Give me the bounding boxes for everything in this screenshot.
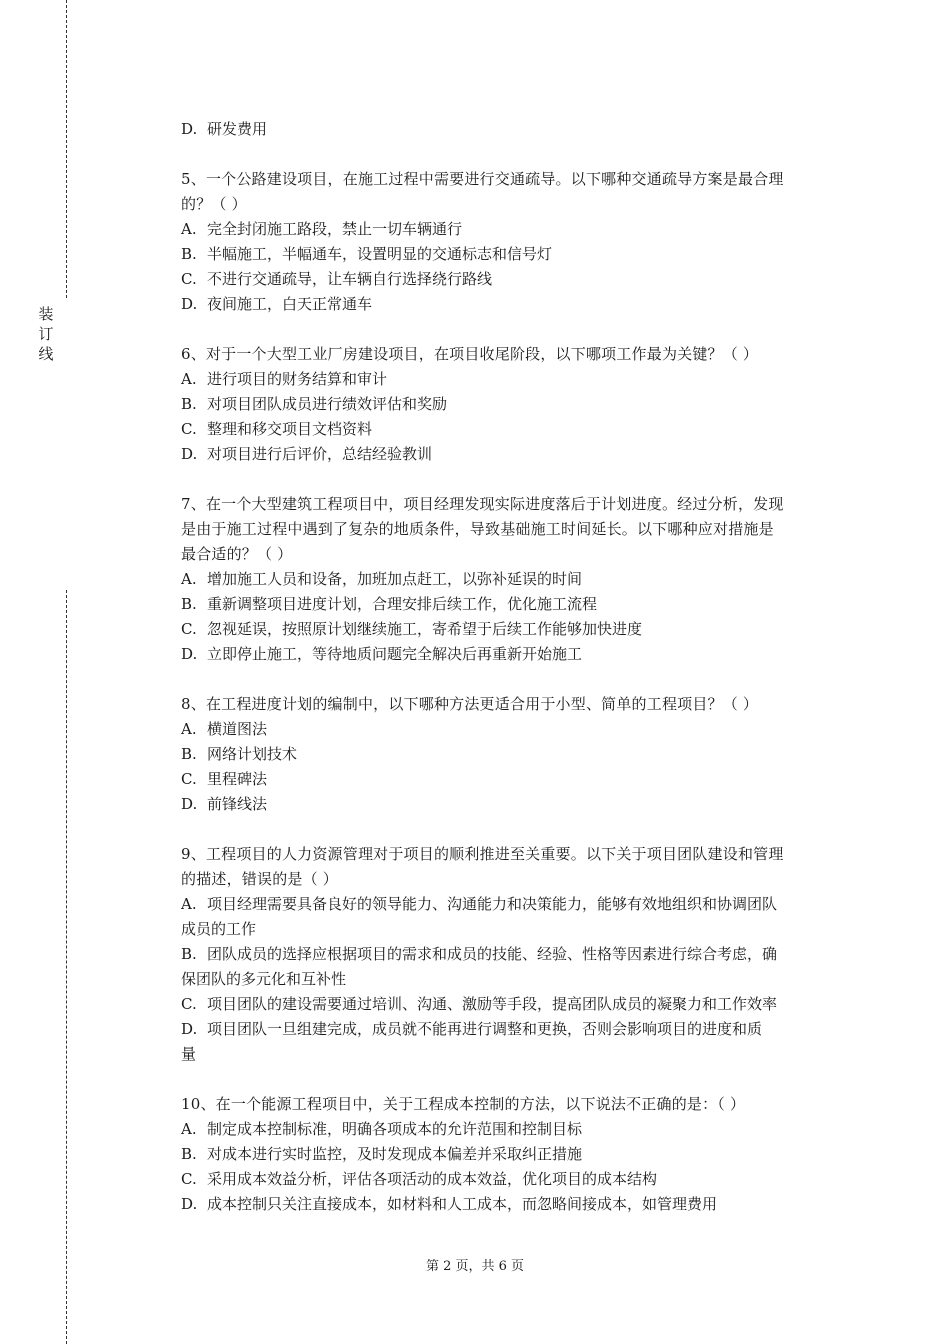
option-letter: D. <box>181 1195 198 1213</box>
question-list <box>181 117 841 1217</box>
option-text: 对项目进行后评价，总结经验教训 <box>207 445 433 463</box>
option-line <box>181 792 841 817</box>
question-stem-line: 8、在工程进度计划的编制中，以下哪种方法更适合用于小型、简单的工程项目？（ ） <box>181 695 759 713</box>
option-line <box>181 367 841 392</box>
binding-label-char: 线 <box>38 345 54 363</box>
option-letter: B. <box>181 1145 197 1163</box>
option-line <box>181 617 841 642</box>
option-text: 团队成员的选择应根据项目的需求和成员的技能、经验、性格等因素进行综合考虑，确 <box>207 945 778 963</box>
option-letter: B. <box>181 395 197 413</box>
option-line <box>181 267 841 292</box>
option-text: 半幅施工，半幅通车，设置明显的交通标志和信号灯 <box>207 245 553 263</box>
option-text: 增加施工人员和设备，加班加点赶工，以弥补延误的时间 <box>207 570 583 588</box>
option-text: 进行项目的财务结算和审计 <box>207 370 388 388</box>
option-letter: D. <box>181 645 198 663</box>
option-text: 整理和移交项目文档资料 <box>207 420 373 438</box>
option-line <box>181 442 841 467</box>
option-text: 研发费用 <box>207 120 268 138</box>
option-text: 网络计划技术 <box>207 745 298 763</box>
option-text: 项目团队的建设需要通过培训、沟通、激励等手段，提高团队成员的凝聚力和工作效率 <box>207 995 778 1013</box>
option-line <box>181 1192 841 1217</box>
option-letter: C. <box>181 995 197 1013</box>
option-text: 不进行交通疏导，让车辆自行选择绕行路线 <box>207 270 493 288</box>
option-text: 立即停止施工，等待地质问题完全解决后再重新开始施工 <box>207 645 583 663</box>
option-line <box>181 967 841 992</box>
option-text: 完全封闭施工路段，禁止一切车辆通行 <box>207 220 463 238</box>
option-text: 忽视延误，按照原计划继续施工，寄希望于后续工作能够加快进度 <box>207 620 643 638</box>
option-letter: A. <box>181 1120 197 1138</box>
question-block <box>181 167 841 317</box>
question-stem-line: 是由于施工过程中遇到了复杂的地质条件，导致基础施工时间延长。以下哪种应对措施是 <box>181 520 774 538</box>
option-line <box>181 1167 841 1192</box>
option-letter: C. <box>181 270 197 288</box>
option-text: 前锋线法 <box>207 795 268 813</box>
question-stem-line: 9、工程项目的人力资源管理对于项目的顺利推进至关重要。以下关于项目团队建设和管理 <box>181 845 784 863</box>
option-line <box>181 1142 841 1167</box>
question-block <box>181 1092 841 1217</box>
option-line <box>181 1117 841 1142</box>
option-line <box>181 1017 841 1042</box>
binding-label-char: 装 <box>38 305 54 323</box>
option-letter: C. <box>181 620 197 638</box>
option-letter: D. <box>181 795 198 813</box>
option-line <box>181 717 841 742</box>
question-stem-line: 的？（ ） <box>181 195 247 213</box>
question-block <box>181 117 841 142</box>
option-line <box>181 892 841 917</box>
option-line <box>181 117 841 142</box>
question-stem-line: 的描述，错误的是（ ） <box>181 870 338 888</box>
option-letter: C. <box>181 770 197 788</box>
option-text: 成本控制只关注直接成本，如材料和人工成本，而忽略间接成本，如管理费用 <box>207 1195 718 1213</box>
page-footer <box>0 1257 950 1277</box>
option-letter: D. <box>181 445 198 463</box>
option-letter: B. <box>181 945 197 963</box>
option-letter: B. <box>181 595 197 613</box>
binding-dashed-line-bottom <box>66 590 67 1344</box>
option-line <box>181 592 841 617</box>
option-letter: D. <box>181 1020 198 1038</box>
option-text: 里程碑法 <box>207 770 268 788</box>
option-line <box>181 917 841 942</box>
option-letter: D. <box>181 295 198 313</box>
option-line <box>181 292 841 317</box>
question-stem-line: 6、对于一个大型工业厂房建设项目，在项目收尾阶段，以下哪项工作最为关键？（ ） <box>181 345 759 363</box>
option-letter: C. <box>181 420 197 438</box>
page-number: 第 2 页，共 6 页 <box>425 1259 525 1274</box>
binding-dashed-line-top <box>66 0 67 298</box>
option-line <box>181 742 841 767</box>
question-block <box>181 842 841 1067</box>
option-text: 成员的工作 <box>181 920 257 938</box>
option-letter: A. <box>181 570 197 588</box>
question-block <box>181 342 841 467</box>
option-line <box>181 567 841 592</box>
option-text: 制定成本控制标准，明确各项成本的允许范围和控制目标 <box>207 1120 583 1138</box>
option-text: 夜间施工，白天正常通车 <box>207 295 373 313</box>
binding-label <box>36 304 56 364</box>
option-text: 重新调整项目进度计划，合理安排后续工作，优化施工流程 <box>207 595 598 613</box>
option-text: 量 <box>181 1045 197 1063</box>
option-line <box>181 417 841 442</box>
option-line <box>181 992 841 1017</box>
option-line <box>181 392 841 417</box>
option-line <box>181 767 841 792</box>
question-stem-line: 最合适的？（ ） <box>181 545 293 563</box>
option-line <box>181 642 841 667</box>
option-line <box>181 942 841 967</box>
option-letter: D. <box>181 120 198 138</box>
option-letter: A. <box>181 370 197 388</box>
option-letter: B. <box>181 245 197 263</box>
option-text: 对成本进行实时监控，及时发现成本偏差并采取纠正措施 <box>207 1145 583 1163</box>
option-line <box>181 1042 841 1067</box>
option-letter: A. <box>181 220 197 238</box>
option-line <box>181 242 841 267</box>
option-line <box>181 217 841 242</box>
question-stem-line: 7、在一个大型建筑工程项目中，项目经理发现实际进度落后于计划进度。经过分析，发现 <box>181 495 784 513</box>
binding-label-char: 订 <box>38 325 54 343</box>
option-text: 对项目团队成员进行绩效评估和奖励 <box>207 395 448 413</box>
option-letter: B. <box>181 745 197 763</box>
option-text: 采用成本效益分析，评估各项活动的成本效益，优化项目的成本结构 <box>207 1170 658 1188</box>
option-text: 保团队的多元化和互补性 <box>181 970 347 988</box>
question-stem-line: 10、在一个能源工程项目中，关于工程成本控制的方法，以下说法不正确的是：（ ） <box>181 1095 746 1113</box>
question-block <box>181 692 841 817</box>
option-text: 项目经理需要具备良好的领导能力、沟通能力和决策能力，能够有效地组织和协调团队 <box>207 895 778 913</box>
option-text: 项目团队一旦组建完成，成员就不能再进行调整和更换，否则会影响项目的进度和质 <box>207 1020 763 1038</box>
option-text: 横道图法 <box>207 720 268 738</box>
option-letter: C. <box>181 1170 197 1188</box>
option-letter: A. <box>181 720 197 738</box>
question-block <box>181 492 841 667</box>
option-letter: A. <box>181 895 197 913</box>
question-stem-line: 5、一个公路建设项目，在施工过程中需要进行交通疏导。以下哪种交通疏导方案是最合理 <box>181 170 784 188</box>
